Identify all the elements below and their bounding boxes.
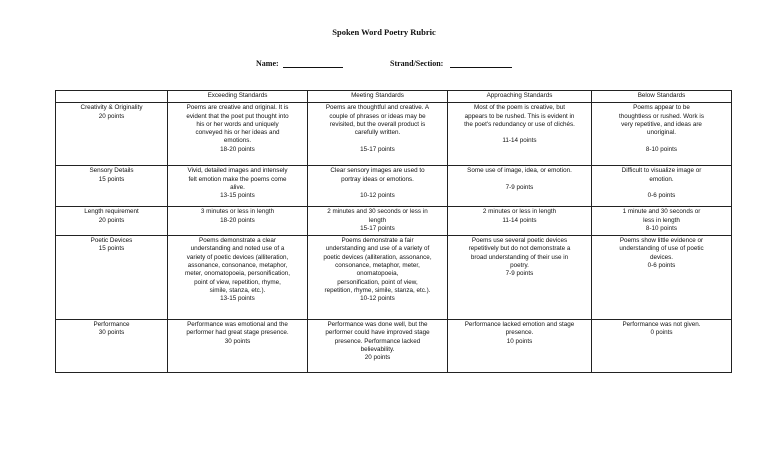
cell-line: Performance was emotional and the	[187, 321, 288, 329]
criterion-cell	[56, 103, 168, 166]
cell-line: repetitively but do not demonstrate a	[468, 245, 571, 253]
cell-line: Creativity & Originality	[80, 104, 143, 112]
cell-line: 30 points	[98, 329, 125, 337]
cell-line: emotion.	[649, 175, 674, 183]
table-row	[56, 103, 732, 166]
cell-line: variety of poetic devices (alliteration,	[186, 253, 289, 261]
cell-line: alive.	[230, 183, 245, 191]
cell-line: poetic devices (alliteration, assonance,	[323, 253, 432, 261]
cell-line: portray ideas or emotions.	[341, 175, 414, 183]
cell-line: Sensory Details	[89, 167, 134, 175]
cell-line: revisited, but the overall product is	[329, 120, 426, 128]
cell-line	[310, 184, 445, 192]
cell-line: 3 minutes or less in length	[200, 208, 275, 216]
criterion-cell	[56, 320, 168, 373]
cell-line: Vivid, detailed images and intensely	[187, 167, 288, 175]
rubric-table	[55, 90, 732, 373]
cell-line: believability.	[360, 346, 395, 354]
cell-line: Poems use several poetic devices	[471, 237, 568, 245]
cell-line: assonance, consonance, metaphor,	[187, 262, 288, 270]
cell-line: the poet's redundancy or use of clichés.	[464, 120, 575, 128]
exceeding-cell	[168, 207, 308, 236]
cell-line: understanding of use of poetic	[619, 245, 704, 253]
cell-line: devices.	[649, 253, 674, 261]
cell-line: consonance, metaphor, meter,	[335, 262, 420, 270]
cell-line: 15 points	[98, 245, 125, 253]
cell-line: Clear sensory images are used to	[330, 167, 425, 175]
cell-line: carefully written.	[354, 129, 401, 137]
cell-line: 10-12 points	[360, 192, 395, 200]
cell-line: presence. Performance lacked	[334, 337, 421, 345]
cell-line: 11-14 points	[502, 216, 537, 224]
exceeding-cell	[168, 166, 308, 207]
cell-line: felt emotion make the poems come	[188, 175, 287, 183]
cell-line: Poems demonstrate a clear	[199, 237, 276, 245]
cell-line	[450, 176, 589, 184]
cell-line: Poetic Devices	[90, 237, 133, 245]
cell-line: 10 points	[506, 337, 533, 345]
below-cell	[592, 103, 732, 166]
cell-line: 8-10 points	[645, 145, 678, 153]
exceeding-cell	[168, 320, 308, 373]
cell-line: appears to be rushed. This is evident in	[464, 112, 575, 120]
cell-line: Performance was done well, but the	[327, 321, 428, 329]
cell-line: 18-20 points	[220, 145, 255, 153]
header-below: Below Standards	[592, 91, 732, 103]
cell-line: 13-15 points	[220, 192, 255, 200]
cell-line: 15-17 points	[360, 145, 395, 153]
table-row	[56, 320, 732, 373]
cell-line: conveyed his or her ideas and	[195, 129, 280, 137]
cell-line: 15 points	[98, 175, 125, 183]
name-label: Name:	[256, 59, 279, 68]
cell-line: 2 minutes and 30 seconds or less in	[327, 208, 428, 216]
cell-line: Performance	[93, 321, 130, 329]
below-cell	[592, 166, 732, 207]
strand-label: Strand/Section:	[390, 59, 444, 68]
cell-line: understanding and noted use of a	[190, 245, 285, 253]
below-cell	[592, 236, 732, 320]
cell-line: Some use of image, idea, or emotion.	[467, 167, 572, 175]
approaching-cell	[448, 236, 592, 320]
header-approaching: Approaching Standards	[448, 91, 592, 103]
exceeding-cell	[168, 236, 308, 320]
cell-line: broad understanding of their use in	[470, 253, 569, 261]
header-meeting: Meeting Standards	[308, 91, 448, 103]
cell-line: evident that the poet put thought into	[186, 112, 289, 120]
strand-field[interactable]	[450, 59, 512, 68]
cell-line: his or her words and uniquely	[196, 120, 279, 128]
table-row	[56, 236, 732, 320]
cell-line: 7-9 points	[505, 183, 534, 191]
approaching-cell	[448, 320, 592, 373]
cell-line: 13-15 points	[220, 295, 255, 303]
cell-line: 8-10 points	[645, 224, 678, 232]
cell-line: 20 points	[98, 216, 125, 224]
cell-line: poetry.	[510, 262, 529, 270]
approaching-cell	[448, 207, 592, 236]
table-row	[56, 166, 732, 207]
cell-line: personification, point of view,	[337, 278, 418, 286]
cell-line: less in length	[643, 216, 680, 224]
cell-line: thoughtless or rushed. Work is	[619, 112, 704, 120]
cell-line	[594, 184, 729, 192]
meeting-cell	[308, 166, 448, 207]
cell-line: performer could have improved stage	[325, 329, 430, 337]
criterion-cell	[56, 166, 168, 207]
cell-line: 11-14 points	[502, 137, 537, 145]
cell-line: length	[368, 216, 387, 224]
approaching-cell	[448, 103, 592, 166]
meeting-cell	[308, 320, 448, 373]
cell-line: Difficult to visualize image or	[621, 167, 702, 175]
cell-line: 7-9 points	[505, 270, 534, 278]
cell-line: Poems are thoughtful and creative. A	[325, 104, 430, 112]
cell-line: unoriginal.	[646, 129, 677, 137]
criterion-cell	[56, 236, 168, 320]
cell-line: onomatopoeia,	[356, 270, 399, 278]
below-cell	[592, 207, 732, 236]
approaching-cell	[448, 166, 592, 207]
exceeding-cell	[168, 103, 308, 166]
cell-line: 18-20 points	[220, 216, 255, 224]
header-cell-empty	[56, 91, 168, 103]
cell-line: Poems show little evidence or	[619, 237, 704, 245]
header-row	[56, 91, 732, 103]
cell-line: repetition, rhyme, simile, stanza, etc.).	[324, 286, 431, 294]
cell-line: 0-6 points	[647, 192, 676, 200]
criterion-cell	[56, 207, 168, 236]
cell-line: 10-12 points	[360, 295, 395, 303]
cell-line: Poems are creative and original. It is	[186, 104, 289, 112]
cell-line: couple of phrases or ideas may be	[329, 112, 426, 120]
cell-line: very repetitive, and ideas are	[621, 120, 702, 128]
header-exceeding: Exceeding Standards	[168, 91, 308, 103]
cell-line: Poems appear to be	[633, 104, 690, 112]
cell-line: emotions.	[223, 137, 252, 145]
cell-line: 2 minutes or less in length	[482, 208, 557, 216]
cell-line	[450, 129, 589, 137]
name-field[interactable]	[283, 59, 343, 68]
cell-line: meter, onomatopoeia, personification,	[184, 270, 290, 278]
cell-line: performer had great stage presence.	[186, 329, 289, 337]
cell-line	[310, 137, 445, 145]
cell-line: Performance was not given.	[622, 321, 701, 329]
cell-line	[594, 137, 729, 145]
cell-line: 1 minute and 30 seconds or	[622, 208, 701, 216]
cell-line: 0 points	[650, 329, 673, 337]
cell-line: 20 points	[98, 112, 125, 120]
meeting-cell	[308, 103, 448, 166]
cell-line: Most of the poem is creative, but	[474, 104, 565, 112]
table-row	[56, 207, 732, 236]
cell-line: 0-6 points	[647, 262, 676, 270]
cell-line: presence.	[505, 329, 534, 337]
cell-line: 30 points	[224, 337, 251, 345]
cell-line: Poems demonstrate a fair	[341, 237, 414, 245]
page-title: Spoken Word Poetry Rubric	[332, 27, 436, 37]
meeting-cell	[308, 207, 448, 236]
cell-line: point of view, repetition, rhyme,	[194, 278, 281, 286]
cell-line: simile, stanza, etc.).	[209, 286, 266, 294]
below-cell	[592, 320, 732, 373]
cell-line: Length requirement	[84, 208, 139, 216]
cell-line: Performance lacked emotion and stage	[464, 321, 575, 329]
meeting-cell	[308, 236, 448, 320]
cell-line: understanding and use of a variety of	[325, 245, 430, 253]
cell-line: 20 points	[364, 354, 391, 362]
cell-line: 15-17 points	[360, 224, 395, 232]
